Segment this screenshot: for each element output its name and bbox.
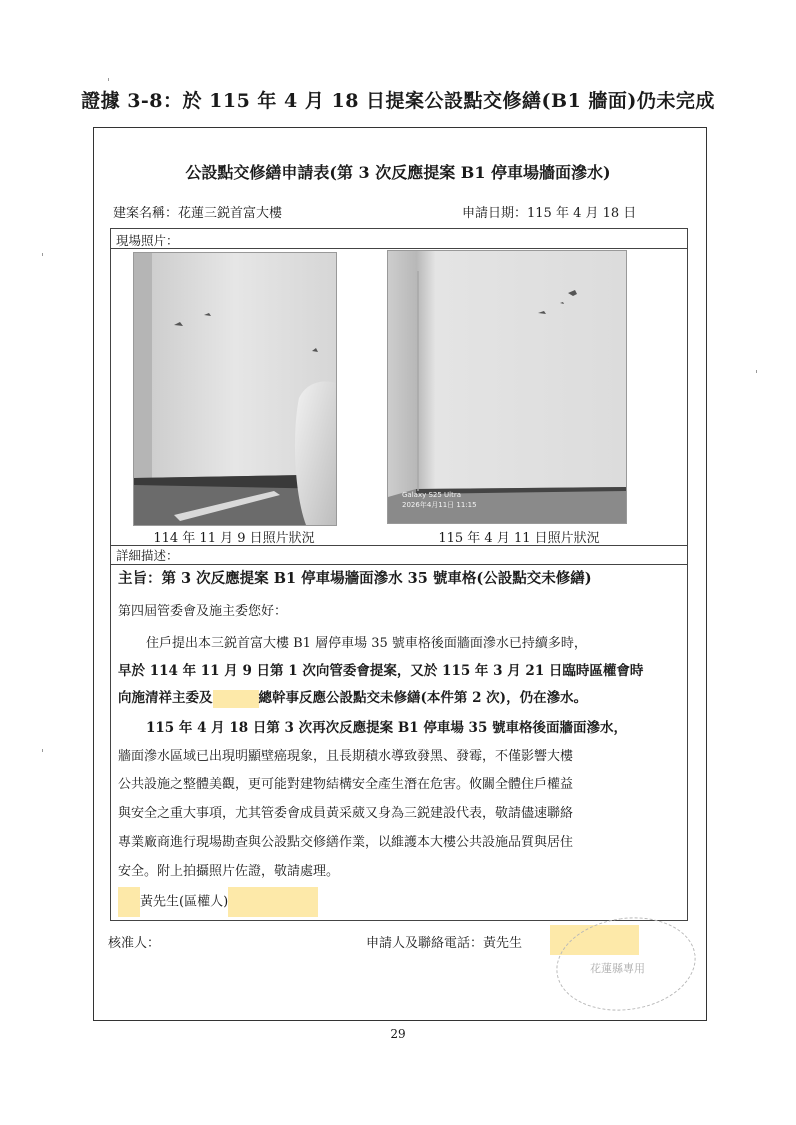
photo-watermark-model: Galaxy S25 Ultra [402, 491, 462, 499]
redacted-info [228, 887, 318, 917]
applicant-label: 申請人及聯絡電話：黃先生 [366, 936, 523, 951]
scan-mark [108, 78, 109, 81]
scan-mark [42, 749, 43, 752]
site-photo-1 [133, 252, 337, 526]
paragraph-2-line-1: 115 年 4 月 18 日第 3 次再次反應提案 B1 停車場 35 號車格後面牆面滲水， [146, 720, 628, 736]
paragraph-1-line-3 [118, 686, 678, 708]
signature-line [118, 887, 678, 917]
paragraph-2-line-3: 公共設施之整體美觀，更可能對建物結構安全產生潛在危害。攸關全體住戶權益 [118, 777, 574, 792]
photos-label: 現場照片： [116, 233, 179, 248]
details-label: 詳細描述： [116, 548, 179, 563]
subject-line: 主旨：第 3 次反應提案 B1 停車場牆面滲水 35 號車格(公設點交未修繕) [118, 570, 592, 587]
photo-2-caption: 115 年 4 月 11 日照片狀況 [438, 531, 600, 546]
approver-label: 核准人： [108, 936, 161, 951]
stamp-text: 花蓮縣專用 [590, 962, 645, 975]
table-divider [110, 564, 688, 565]
salutation: 第四屆管委會及施主委您好： [118, 604, 288, 619]
scan-mark [756, 370, 757, 373]
project-name: 建案名稱：花蓮三鋭首富大樓 [113, 206, 283, 221]
paragraph-1-line-2: 早於 114 年 11 月 9 日第 1 次向管委會提案，又於 115 年 3 月 21 日臨時區權會時 [118, 663, 644, 679]
paragraph-2-line-5: 專業廠商進行現場勘查與公設點交修繕作業，以維護本大樓公共設施品質與居住 [118, 835, 574, 850]
paragraph-1-line-3-end: 總幹事反應公設點交未修繕(本件第 2 次)，仍在滲水。 [258, 690, 588, 706]
paragraph-2-line-2: 牆面滲水區域已出現明顯壁癌現象，且長期積水導致發黑、發霉，不僅影響大樓 [118, 749, 574, 764]
site-photo-2 [387, 250, 627, 524]
photo-watermark-date: 2026年4月11日 11:15 [402, 501, 477, 509]
redacted-name [118, 887, 140, 917]
evidence-heading: 證據 3-8：於 115 年 4 月 18 日提案公設點交修繕(B1 牆面)仍未完成 [81, 90, 715, 112]
apply-date: 申請日期：115 年 4 月 18 日 [462, 206, 637, 221]
wall-photo-image [388, 251, 626, 523]
signature: 黃先生(區權人) [140, 894, 229, 910]
wall-photo-image [134, 253, 336, 525]
paragraph-2-line-4: 與安全之重大事項，尤其管委會成員黃采葳又身為三鋭建設代表，敬請儘速聯絡 [118, 806, 574, 821]
paragraph-2-line-6: 安全。附上拍攝照片佐證，敬請處理。 [118, 864, 340, 879]
redacted-name [213, 690, 259, 708]
table-divider [110, 248, 688, 249]
paragraph-1-line-1: 住戶提出本三鋭首富大樓 B1 層停車場 35 號車格後面牆面滲水已持續多時， [146, 636, 587, 651]
page-number: 29 [390, 1027, 406, 1041]
form-title: 公設點交修繕申請表(第 3 次反應提案 B1 停車場牆面滲水) [185, 163, 611, 182]
photo-1-caption: 114 年 11 月 9 日照片狀況 [153, 531, 315, 546]
scan-mark [42, 253, 43, 256]
paragraph-1-line-3-start: 向施清祥主委及 [118, 690, 213, 706]
